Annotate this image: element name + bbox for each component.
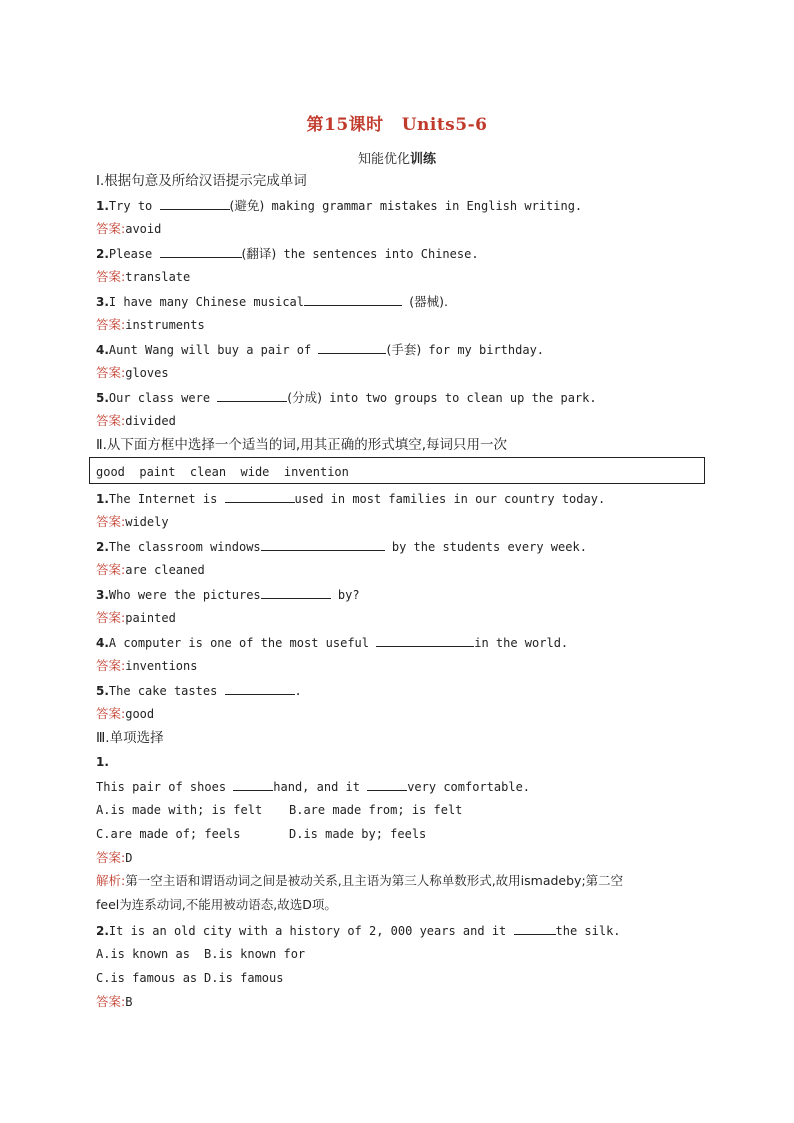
page-title — [0, 110, 794, 135]
answer-blank[interactable] — [217, 389, 287, 402]
answer-blank[interactable] — [318, 341, 386, 354]
answer-blank[interactable] — [160, 245, 242, 258]
word-box-text: good paint clean wide invention — [96, 465, 349, 479]
s3-question-1-stem: This pair of shoes hand, and it very comfortable. — [96, 780, 531, 794]
s2-question-2: 2.The classroom windows by the students every week. — [96, 540, 587, 554]
s1-question-4: 4.Aunt Wang will buy a pair of (手套) for my birthday. — [96, 342, 545, 357]
s2-question-5: 5.The cake tastes . — [96, 684, 302, 698]
title-units: Units5-6 — [401, 115, 488, 135]
answer-blank[interactable] — [367, 778, 407, 791]
option-a[interactable]: A.is made with; is felt — [96, 803, 263, 817]
s2-question-4: 4.A computer is one of the most useful in the world. — [96, 636, 569, 650]
answer-blank[interactable] — [261, 538, 385, 551]
title-lesson: 第15课时 — [306, 115, 384, 135]
page-subtitle — [0, 148, 794, 167]
s3-question-1-number: 1. — [96, 755, 109, 769]
s3-q1-options-ab — [96, 802, 463, 818]
section-2-heading: Ⅱ.从下面方框中选择一个适当的词,用其正确的形式填空,每词只用一次 — [96, 437, 508, 453]
s3-answer-2: 答案:B — [96, 994, 133, 1009]
s3-question-2-stem: 2.It is an old city with a history of 2, 000 years and it the silk. — [96, 924, 621, 938]
s1-question-5: 5.Our class were (分成) into two groups to clean up the park. — [96, 390, 597, 405]
s1-answer-1: 答案:avoid — [96, 221, 162, 236]
s1-question-1: 1.Try to (避免) making grammar mistakes in English writing. — [96, 198, 583, 213]
s2-answer-5: 答案:good — [96, 706, 155, 721]
option-d[interactable]: D.is made by; feels — [289, 827, 427, 841]
answer-blank[interactable] — [514, 922, 556, 935]
option-a[interactable]: A.is known as — [96, 947, 190, 961]
s1-answer-2: 答案:translate — [96, 269, 191, 284]
s3-q1-options-cd — [96, 826, 427, 842]
option-c[interactable]: C.is famous as — [96, 971, 198, 985]
answer-blank[interactable] — [225, 682, 295, 695]
s3-q2-options-ab — [96, 946, 306, 962]
section-3-heading: Ⅲ.单项选择 — [96, 730, 164, 746]
option-d[interactable]: D.is famous — [204, 971, 284, 985]
subtitle-bold-text: 训练 — [410, 152, 437, 167]
s3-q1-analysis: 解析:第一空主语和谓语动词之间是被动关系,且主语为第三人称单数形式,故用ismadeby;第二空 feel为连系动词,不能用被动语态,故选D项。 — [96, 873, 624, 912]
option-b[interactable]: B.are made from; is felt — [289, 803, 463, 817]
answer-blank[interactable] — [376, 634, 474, 647]
s1-question-2: 2.Please (翻译) the sentences into Chinese. — [96, 246, 479, 261]
answer-blank[interactable] — [261, 586, 331, 599]
word-box — [89, 457, 705, 484]
section-1-heading: Ⅰ.根据句意及所给汉语提示完成单词 — [96, 173, 307, 189]
s1-answer-4: 答案:gloves — [96, 365, 169, 380]
s2-answer-3: 答案:painted — [96, 610, 176, 625]
answer-blank[interactable] — [225, 490, 295, 503]
option-c[interactable]: C.are made of; feels — [96, 827, 241, 841]
answer-blank[interactable] — [160, 197, 230, 210]
subtitle-text: 知能优化 — [357, 152, 410, 167]
s2-question-3: 3.Who were the pictures by? — [96, 588, 360, 602]
s1-question-3: 3.I have many Chinese musical (器械). — [96, 294, 448, 309]
s2-answer-1: 答案:widely — [96, 514, 169, 529]
s1-answer-5: 答案:divided — [96, 413, 176, 428]
answer-blank[interactable] — [304, 293, 402, 306]
s1-answer-3: 答案:instruments — [96, 317, 205, 332]
s3-q2-options-cd — [96, 970, 284, 986]
s2-answer-2: 答案:are cleaned — [96, 562, 205, 577]
answer-blank[interactable] — [233, 778, 273, 791]
option-b[interactable]: B.is known for — [204, 947, 306, 961]
s3-answer-1: 答案:D — [96, 850, 133, 865]
s2-question-1: 1.The Internet is used in most families in our country today. — [96, 492, 606, 506]
s2-answer-4: 答案:inventions — [96, 658, 198, 673]
